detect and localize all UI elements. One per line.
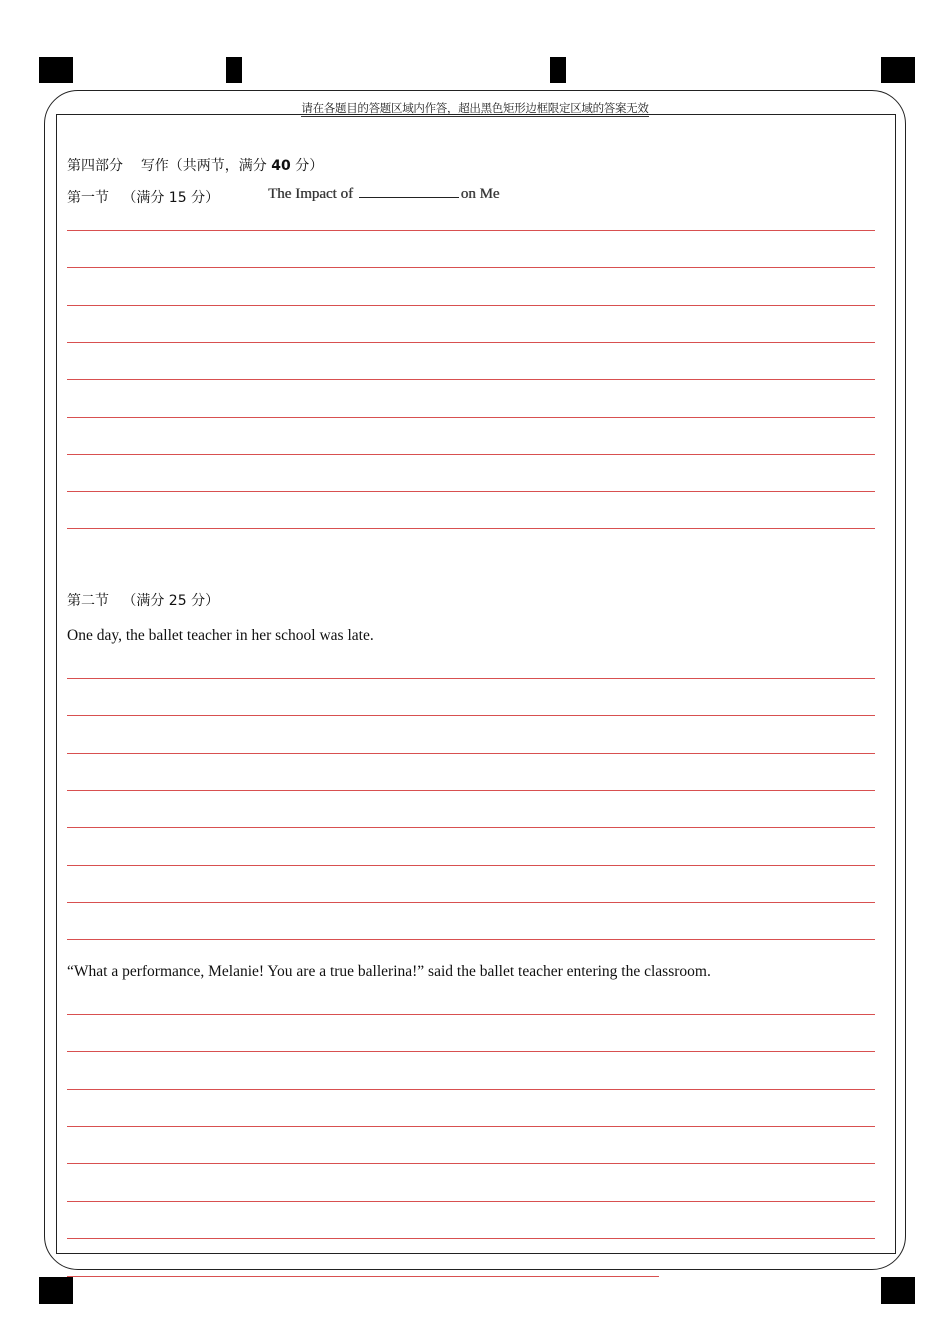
- writing-line[interactable]: [67, 1201, 875, 1202]
- section1-heading: 第一节 （满分 15 分）: [67, 190, 220, 206]
- writing-line[interactable]: [67, 827, 875, 828]
- writing-line[interactable]: [67, 342, 875, 343]
- writing-line[interactable]: [67, 902, 875, 903]
- writing-line[interactable]: [67, 417, 875, 418]
- essay-title-blank[interactable]: [359, 185, 459, 198]
- writing-line[interactable]: [67, 1126, 875, 1127]
- writing-line[interactable]: [67, 491, 875, 492]
- writing-line-overflow: [67, 1276, 659, 1277]
- writing-line[interactable]: [67, 379, 875, 380]
- writing-line[interactable]: [67, 1163, 875, 1164]
- writing-line[interactable]: [67, 1051, 875, 1052]
- alignment-marker-top-right: [881, 57, 915, 83]
- alignment-marker-bottom-left: [39, 1277, 73, 1304]
- paragraph2-opening: “What a performance, Melanie! You are a true ballerina!” said the ballet teacher entering the classroom.: [67, 963, 711, 980]
- answer-area-notice: 请在各题目的答题区域内作答，超出黑色矩形边框限定区域的答案无效: [301, 101, 649, 115]
- writing-line[interactable]: [67, 1089, 875, 1090]
- alignment-marker-top-left: [39, 57, 73, 83]
- writing-line[interactable]: [67, 678, 875, 679]
- writing-line[interactable]: [67, 939, 875, 940]
- writing-line[interactable]: [67, 865, 875, 866]
- essay-title: The Impact of on Me: [268, 186, 500, 202]
- section2-heading: 第二节 （满分 25 分）: [67, 593, 220, 609]
- paragraph1-opening: One day, the ballet teacher in her school was late.: [67, 627, 374, 644]
- writing-line[interactable]: [67, 528, 875, 529]
- alignment-marker-bottom-right: [881, 1277, 915, 1304]
- writing-line[interactable]: [67, 305, 875, 306]
- alignment-marker-top-2: [226, 57, 242, 83]
- writing-line[interactable]: [67, 1014, 875, 1015]
- writing-line[interactable]: [67, 267, 875, 268]
- part-heading: 第四部分 写作（共两节，满分 40 分）: [67, 158, 324, 174]
- writing-line[interactable]: [67, 753, 875, 754]
- writing-line[interactable]: [67, 790, 875, 791]
- alignment-marker-top-3: [550, 57, 566, 83]
- writing-line[interactable]: [67, 1238, 875, 1239]
- writing-line[interactable]: [67, 230, 875, 231]
- writing-line[interactable]: [67, 715, 875, 716]
- answer-area-inner-frame: [56, 114, 896, 1254]
- writing-line[interactable]: [67, 454, 875, 455]
